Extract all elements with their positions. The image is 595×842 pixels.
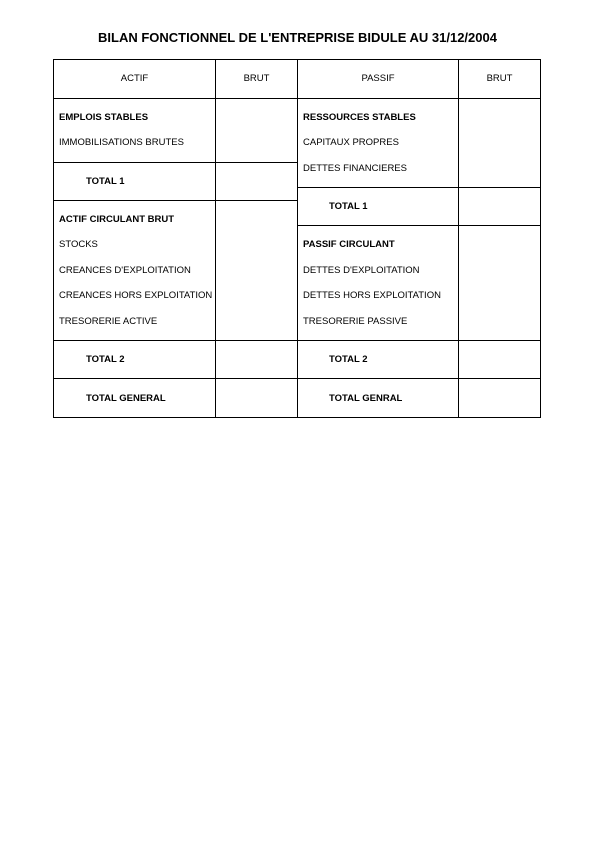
header-actif: ACTIF [120,73,149,84]
row-divider [54,200,297,201]
dettes-hors-label: DETTES HORS EXPLOITATION [303,290,441,301]
passif-total2-label: TOTAL 2 [329,354,368,365]
actif-total2-label: TOTAL 2 [86,354,125,365]
column-divider [458,60,459,417]
actif-circulant-label: ACTIF CIRCULANT BRUT [59,214,175,225]
balance-sheet-table [53,59,541,418]
creances-exploitation-label: CREANCES D'EXPLOITATION [59,265,191,276]
tresorerie-active-label: TRESORERIE ACTIVE [59,316,158,327]
document-title: BILAN FONCTIONNEL DE L'ENTREPRISE BIDULE AU 31/12/2004 [98,30,497,45]
tresorerie-passive-label: TRESORERIE PASSIVE [303,316,408,327]
actif-total-general-label: TOTAL GENERAL [86,393,166,404]
row-divider [297,225,540,226]
immobilisations-label: IMMOBILISATIONS BRUTES [59,137,184,148]
header-brut-left: BRUT [243,73,270,84]
row-divider [297,187,540,188]
dettes-financieres-label: DETTES FINANCIERES [303,163,407,174]
dettes-exploitation-label: DETTES D'EXPLOITATION [303,265,420,276]
row-divider [54,378,540,379]
column-divider [297,60,298,417]
passif-circulant-label: PASSIF CIRCULANT [303,239,395,250]
capitaux-propres-label: CAPITAUX PROPRES [303,137,399,148]
passif-total1-label: TOTAL 1 [329,201,368,212]
ressources-stables-label: RESSOURCES STABLES [303,112,416,123]
stocks-label: STOCKS [59,239,98,250]
creances-hors-label: CREANCES HORS EXPLOITATION [59,290,213,301]
row-divider [54,340,540,341]
header-brut-right: BRUT [486,73,513,84]
header-passif: PASSIF [361,73,395,84]
row-divider [54,98,540,99]
passif-total-general-label: TOTAL GENRAL [329,393,403,404]
row-divider [54,162,297,163]
emplois-stables-label: EMPLOIS STABLES [59,112,149,123]
column-divider [215,60,216,417]
actif-total1-label: TOTAL 1 [86,176,125,187]
